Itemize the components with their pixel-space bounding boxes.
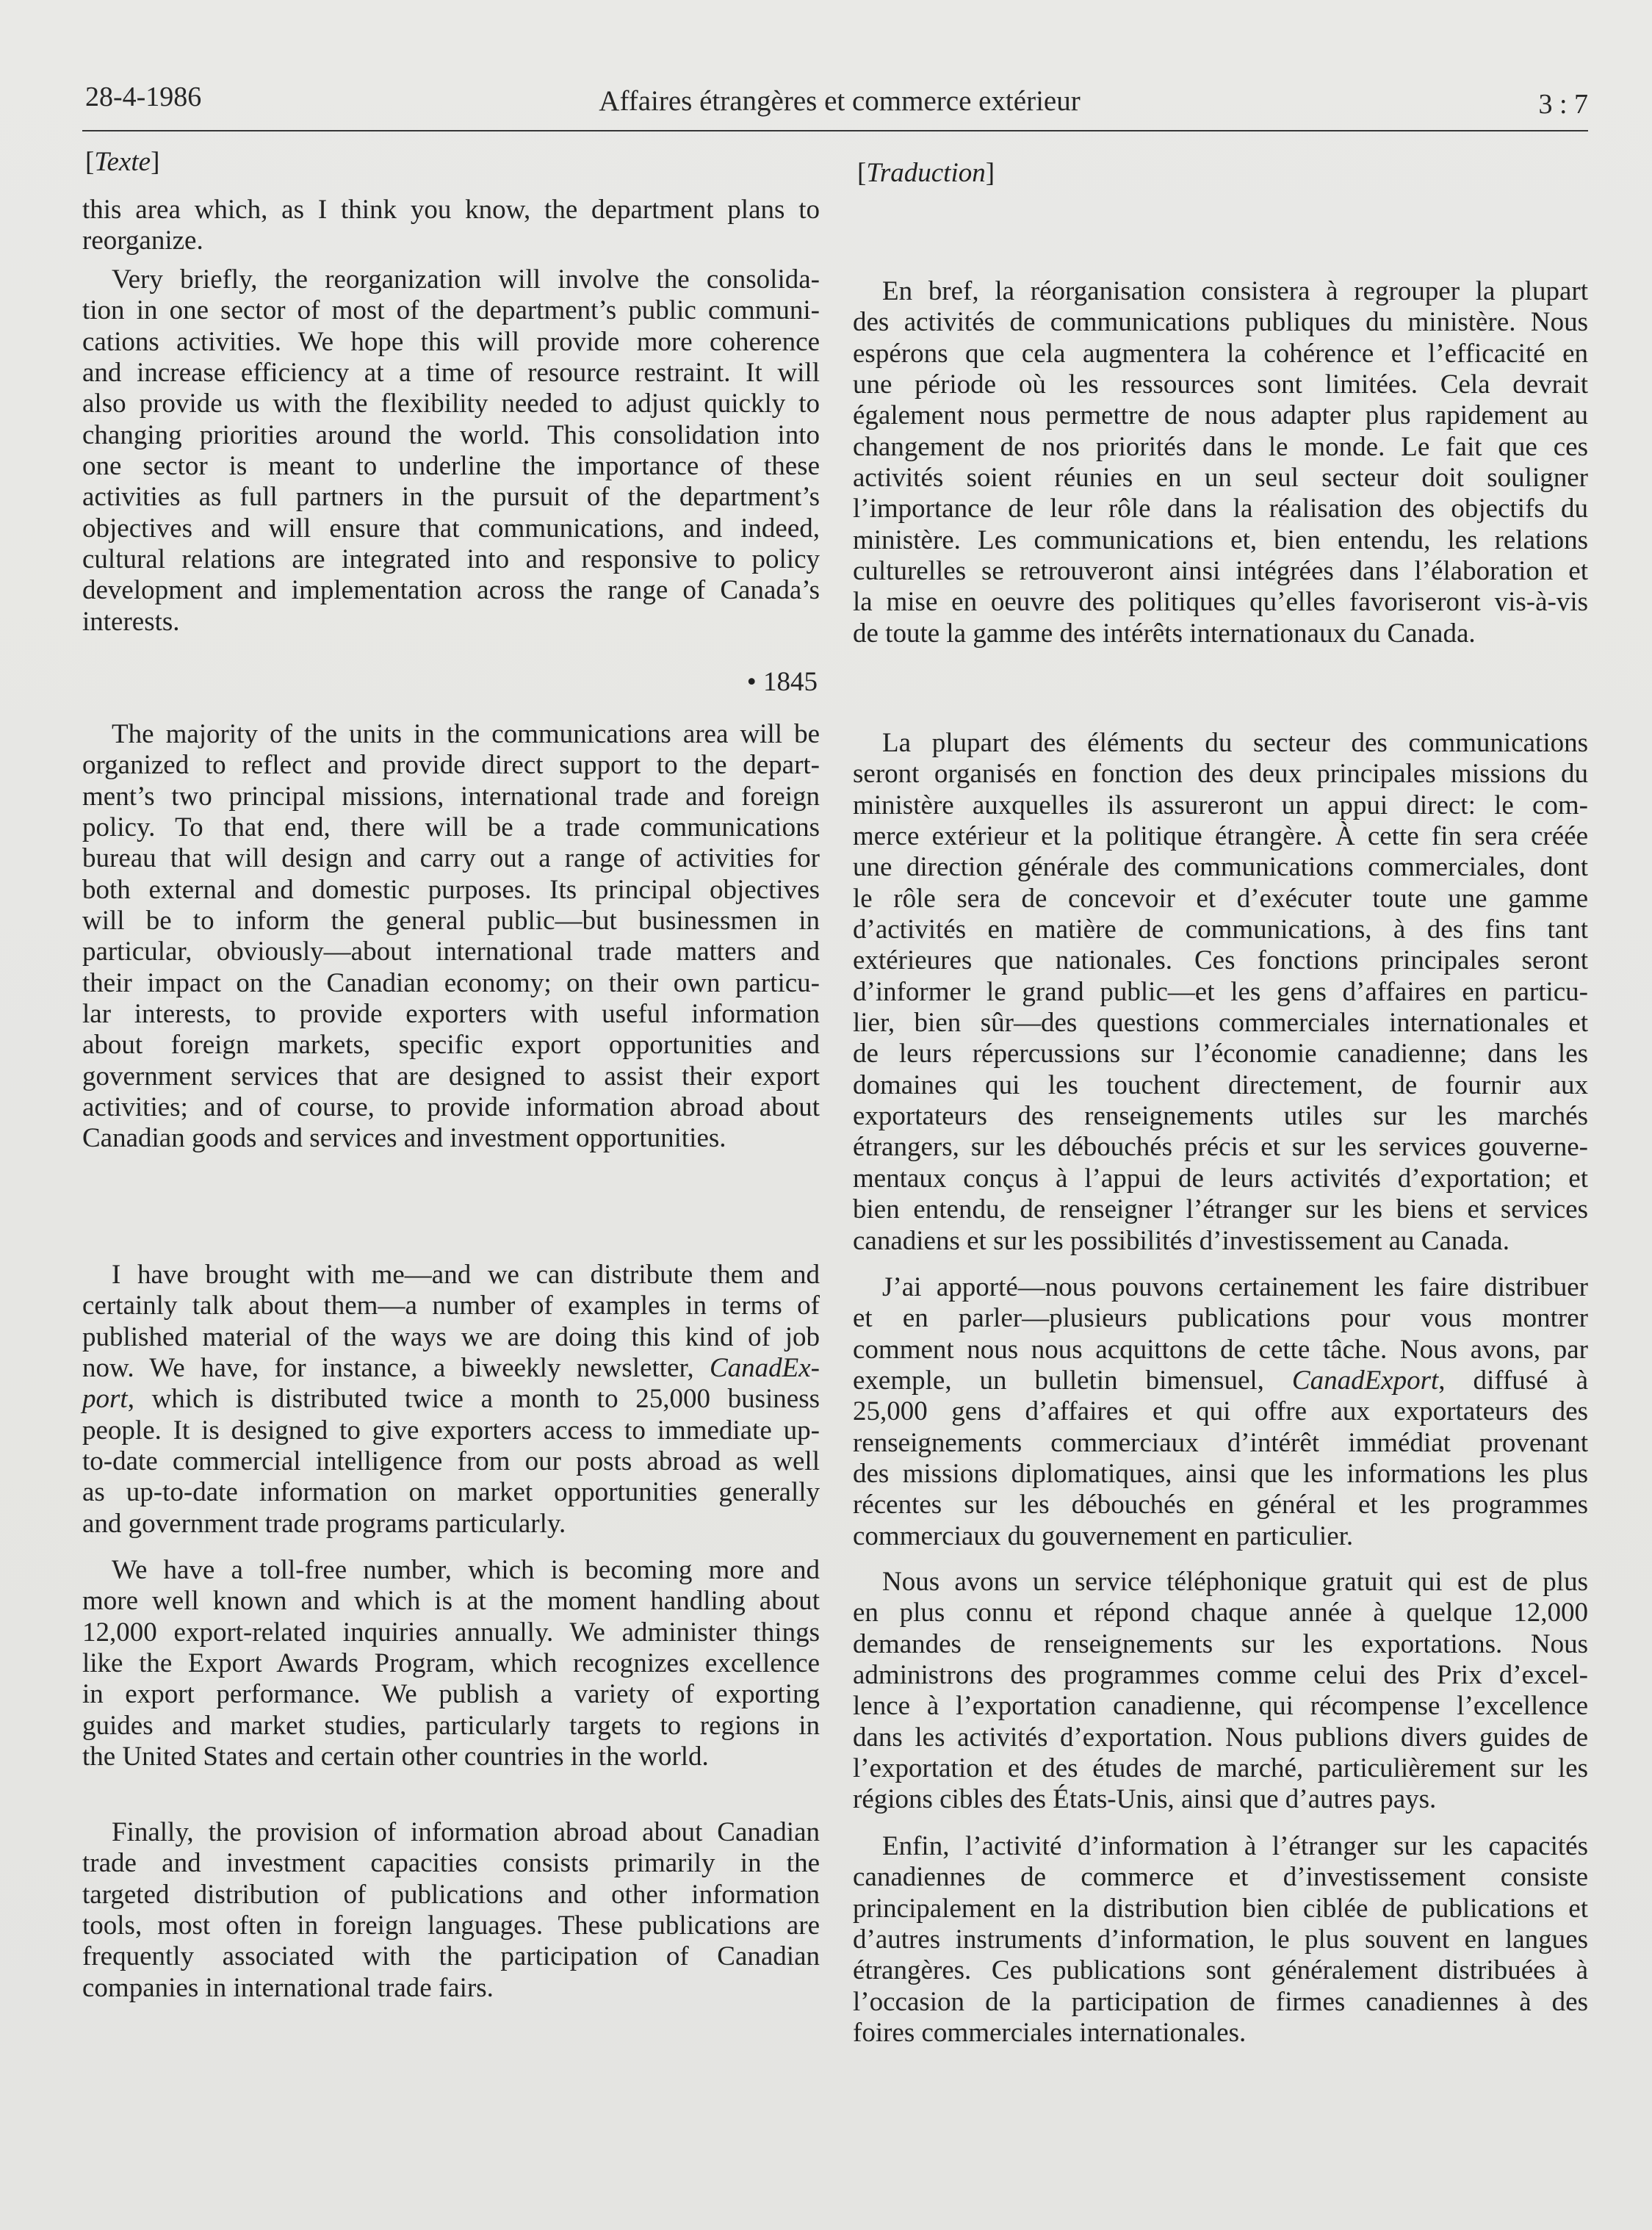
text-line: companies in international trade fairs. xyxy=(82,1972,494,2003)
text-line: l’exportation et des études de marché, particulièrement sur les xyxy=(853,1753,1588,1784)
text-segment: now. We have, for instance, a biweekly newsletter, xyxy=(82,1353,710,1384)
text-line: bureau that will design and carry out a range of activities for xyxy=(82,843,820,874)
text-line: 12,000 export-related inquiries annually. We administer things xyxy=(82,1617,820,1648)
section-label-traduction xyxy=(857,158,995,189)
text-line: dans les activités d’exportation. Nous publions divers guides de xyxy=(853,1722,1588,1753)
text-line: government services that are designed to assist their export xyxy=(82,1061,820,1091)
text-line: as up-to-date information on market opportunities generally xyxy=(82,1477,820,1508)
text-line: changement de nos priorités dans le monde. Le fait que ces xyxy=(853,431,1588,462)
text-line: culturelles se retrouveront ainsi intégrées dans l’élaboration et xyxy=(853,556,1588,587)
label-bracket-open: [ xyxy=(85,147,95,177)
text-line: cations activities. We hope this will provide more coherence xyxy=(82,326,820,357)
label-bracket-close: ] xyxy=(151,147,160,177)
english-column xyxy=(82,0,820,2230)
header-title: Affaires étrangères et commerce extérieur xyxy=(599,85,1081,117)
text-line: ministère. Les communications et, bien entendu, les relations xyxy=(853,524,1588,555)
text-line: la mise en oeuvre des politiques qu’elles favoriseront vis-à-vis xyxy=(853,587,1588,618)
label-text: Traduction xyxy=(866,158,986,188)
text-line: lar interests, to provide exporters with useful information xyxy=(82,999,820,1030)
paragraph xyxy=(82,1260,820,1540)
text-line: demandes de renseignements sur les exportations. Nous xyxy=(853,1628,1588,1659)
paragraph xyxy=(82,264,820,638)
text-segment: , which is distributed twice a month to 25,000 business xyxy=(127,1384,820,1415)
text-line: activities as full partners in the pursuit of the department’s xyxy=(82,482,820,513)
text-line: extérieures que nationales. Ces fonctions principales seront xyxy=(853,945,1588,976)
label-bracket-close: ] xyxy=(985,158,995,188)
text-line: 25,000 gens d’affaires et qui offre aux exportateurs des xyxy=(853,1396,1588,1427)
italic-text: CanadEx- xyxy=(709,1353,820,1384)
paragraph xyxy=(853,276,1588,649)
text-line: one sector is meant to underline the importance of these xyxy=(82,451,820,482)
text-line: tools, most often in foreign languages. These publications are xyxy=(82,1910,820,1941)
text-line xyxy=(853,1365,1588,1396)
text-line: Canadian goods and services and investment opportunities. xyxy=(82,1123,726,1154)
text-line: régions cibles des États-Unis, ainsi que d’autres pays. xyxy=(853,1784,1437,1815)
text-line: mentaux conçus à l’appui de leurs activités d’exportation; et xyxy=(853,1163,1588,1194)
text-line: activities; and of course, to provide information abroad about xyxy=(82,1092,820,1123)
text-line: En bref, la réorganisation consistera à regrouper la plupart xyxy=(882,276,1588,306)
text-line: La plupart des éléments du secteur des communications xyxy=(882,728,1588,758)
paragraph xyxy=(82,1555,820,1772)
text-line: targeted distribution of publications and other information xyxy=(82,1879,820,1910)
text-segment: , diffusé à xyxy=(1438,1365,1588,1396)
text-line: de toute la gamme des intérêts internationaux du Canada. xyxy=(853,618,1476,649)
text-line: Finally, the provision of information abroad about Canadian xyxy=(112,1817,820,1847)
page-number: 3 : 7 xyxy=(1538,89,1588,120)
text-line: and increase efficiency at a time of resource restraint. It will xyxy=(82,358,820,389)
text-line: étrangères. Ces publications sont généralement distribuées à xyxy=(853,1955,1588,1986)
text-line: d’activités en matière de communications, à des fins tant xyxy=(853,914,1588,945)
text-line: et en parler—plusieurs publications pour vous montrer xyxy=(853,1303,1588,1334)
text-segment: exemple, un bulletin bimensuel, xyxy=(853,1365,1292,1396)
paragraph xyxy=(853,728,1588,1257)
paragraph xyxy=(853,1567,1588,1816)
french-column xyxy=(853,0,1588,2230)
text-line: their impact on the Canadian economy; on their own particu- xyxy=(82,967,820,998)
text-line: bien entendu, de renseigner l’étranger sur les biens et services xyxy=(853,1194,1588,1225)
text-line: principalement en la distribution bien ciblée de publications et xyxy=(853,1893,1588,1924)
text-line: le rôle sera de concevoir et d’exécuter toute une gamme xyxy=(853,883,1588,914)
text-line: also provide us with the flexibility needed to adjust quickly to xyxy=(82,389,820,419)
text-line: canadiens et sur les possibilités d’investissement au Canada. xyxy=(853,1225,1509,1256)
text-line: des activités de communications publiques du ministère. Nous xyxy=(853,307,1588,338)
label-bracket-open: [ xyxy=(857,158,867,188)
text-line: d’autres instruments d’information, le plus souvent en langues xyxy=(853,1924,1588,1955)
text-line: de leurs répercussions sur l’économie canadienne; dans les xyxy=(853,1039,1588,1069)
text-line: We have a toll-free number, which is becoming more and xyxy=(112,1555,820,1585)
text-line: guides and market studies, particularly targets to regions in xyxy=(82,1710,820,1741)
text-line: more well known and which is at the moment handling about xyxy=(82,1586,820,1617)
text-line: particular, obviously—about international trade matters and xyxy=(82,937,820,967)
text-line: certainly talk about them—a number of examples in terms of xyxy=(82,1291,820,1321)
text-line: également nous permettre de nous adapter plus rapidement au xyxy=(853,400,1588,431)
text-line: this area which, as I think you know, the department plans to xyxy=(82,195,820,225)
label-text: Texte xyxy=(94,147,151,177)
text-line: ministère auxquelles ils assureront un appui direct: le com- xyxy=(853,790,1588,820)
paragraph xyxy=(853,1272,1588,1552)
text-line: canadiennes de commerce et d’investissement consiste xyxy=(853,1862,1588,1893)
text-line: Very briefly, the reorganization will involve the consolida- xyxy=(112,264,820,295)
text-line: reorganize. xyxy=(82,225,203,256)
text-line: renseignements commerciaux d’intérêt immédiat provenant xyxy=(853,1427,1588,1458)
text-line: interests. xyxy=(82,606,180,637)
text-line xyxy=(82,1384,820,1415)
text-line: lier, bien sûr—des questions commerciales internationales et xyxy=(853,1008,1588,1039)
paragraph xyxy=(853,1831,1588,2049)
text-line: administrons des programmes comme celui des Prix d’excel- xyxy=(853,1660,1588,1691)
text-line: to-date commercial intelligence from our posts abroad as well xyxy=(82,1446,820,1477)
text-line: récentes sur les débouchés en général et les programmes xyxy=(853,1490,1588,1520)
text-line: The majority of the units in the communications area will be xyxy=(112,719,820,749)
text-line: foires commerciales internationales. xyxy=(853,2018,1247,2049)
text-line: comment nous nous acquittons de cette tâche. Nous avons, par xyxy=(853,1334,1588,1365)
italic-text: port xyxy=(82,1384,128,1415)
text-line: objectives and will ensure that communications, and indeed, xyxy=(82,513,820,544)
paragraph xyxy=(82,1817,820,2004)
text-line: changing priorities around the world. This consolidation into xyxy=(82,419,820,450)
text-line: seront organisés en fonction des deux principales missions du xyxy=(853,759,1588,790)
text-line: Enfin, l’activité d’information à l’étranger sur les capacités xyxy=(882,1831,1588,1861)
text-line: J’ai apporté—nous pouvons certainement les faire distribuer xyxy=(882,1272,1588,1302)
text-line: organized to reflect and provide direct support to the depart- xyxy=(82,750,820,781)
text-line: d’informer le grand public—et les gens d’affaires en particu- xyxy=(853,976,1588,1007)
text-line: ment’s two principal missions, international trade and foreign xyxy=(82,781,820,812)
text-line: about foreign markets, specific export opportunities and xyxy=(82,1030,820,1061)
text-line: development and implementation across the range of Canada’s xyxy=(82,575,820,606)
text-line: both external and domestic purposes. Its principal objectives xyxy=(82,874,820,905)
text-line: I have brought with me—and we can distribute them and xyxy=(112,1260,820,1290)
text-line: Nous avons un service téléphonique gratuit qui est de plus xyxy=(882,1567,1588,1597)
text-line: trade and investment capacities consists primarily in the xyxy=(82,1848,820,1879)
text-line: domaines qui les touchent directement, de fournir aux xyxy=(853,1069,1588,1100)
text-line: une période où les ressources sont limitées. Cela devrait xyxy=(853,369,1588,400)
text-line: des missions diplomatiques, ainsi que les informations les plus xyxy=(853,1459,1588,1490)
text-line: activités soient réunies en un seul secteur doit souligner xyxy=(853,463,1588,494)
text-line: policy. To that end, there will be a trade communications xyxy=(82,812,820,843)
text-line: lence à l’exportation canadienne, qui récompense l’excellence xyxy=(853,1691,1588,1722)
time-marker: • 1845 xyxy=(746,667,818,697)
text-line: frequently associated with the participation of Canadian xyxy=(82,1941,820,1972)
text-line: l’occasion de la participation de firmes canadiennes à des xyxy=(853,1986,1588,2017)
text-line xyxy=(82,1353,820,1384)
text-line: espérons que cela augmentera la cohérence et l’efficacité en xyxy=(853,338,1588,369)
text-line: tion in one sector of most of the department’s public communi- xyxy=(82,295,820,326)
italic-text: CanadExport xyxy=(1291,1365,1439,1396)
text-line: in export performance. We publish a variety of exporting xyxy=(82,1679,820,1710)
text-line: l’importance de leur rôle dans la réalisation des objectifs du xyxy=(853,494,1588,524)
text-line: étrangers, sur les débouchés précis et sur les services gouverne- xyxy=(853,1132,1588,1163)
section-label-texte xyxy=(85,147,159,178)
paragraph xyxy=(82,195,820,257)
text-line: and government trade programs particularly. xyxy=(82,1508,566,1539)
text-line: exportateurs des renseignements utiles sur les marchés xyxy=(853,1101,1588,1132)
text-line: published material of the ways we are doing this kind of job xyxy=(82,1321,820,1352)
text-line: will be to inform the general public—but businessmen in xyxy=(82,906,820,937)
paragraph xyxy=(82,719,820,1155)
text-line: une direction générale des communications commerciales, dont xyxy=(853,852,1588,883)
text-line: like the Export Awards Program, which recognizes excellence xyxy=(82,1648,820,1679)
text-line: the United States and certain other countries in the world. xyxy=(82,1742,709,1772)
text-line: cultural relations are integrated into and responsive to policy xyxy=(82,544,820,575)
header-date: 28-4-1986 xyxy=(85,82,202,112)
text-line: people. It is designed to give exporters access to immediate up- xyxy=(82,1415,820,1446)
text-line: merce extérieur et la politique étrangère. À cette fin sera créée xyxy=(853,821,1588,852)
text-line: commerciaux du gouvernement en particulier. xyxy=(853,1520,1354,1551)
text-line: en plus connu et répond chaque année à quelque 12,000 xyxy=(853,1598,1588,1628)
